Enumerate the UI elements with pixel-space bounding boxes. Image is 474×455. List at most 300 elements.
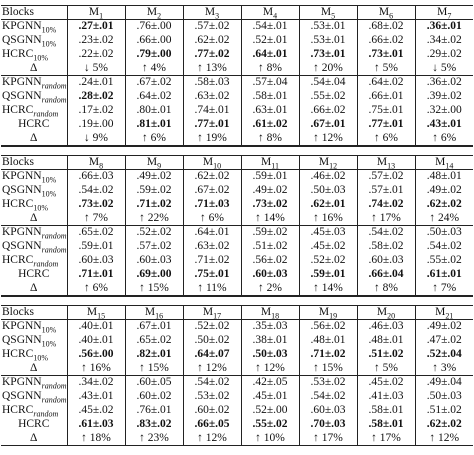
score-cell: .40±.01 [67,334,125,348]
model-header [299,156,357,170]
row-label [1,334,67,348]
score-cell: .46±.02 [299,170,357,184]
score-cell: .58±.02 [357,240,415,254]
model-index: 18 [271,311,280,320]
score-cell: .23±.02 [67,34,125,48]
score-cell: .58±.01 [357,418,415,432]
score-cell: .22±.02 [67,48,125,62]
table-row [1,418,473,432]
delta-cell: ↑ 2% [241,282,299,296]
model-header [67,156,125,170]
score-cell: .56±.00 [67,348,125,362]
score-cell: .53±.02 [299,376,357,390]
model-letter: M [202,306,214,318]
row-label-text: HCRC [2,104,34,116]
score-cell: .80±.01 [125,104,183,118]
score-cell: .77±.01 [183,118,241,132]
score-cell: .59±.01 [299,268,357,282]
delta-cell: ↑ 5% [357,362,415,376]
model-letter: M [261,156,272,168]
score-cell: .49±.04 [415,376,473,390]
score-cell: .75±.01 [183,268,241,282]
model-letter: M [88,156,100,168]
row-label-text: HCRC [2,404,34,416]
score-cell: .40±.01 [67,320,125,334]
model-letter: M [376,156,388,168]
model-header [241,156,299,170]
score-cell: .70±.03 [299,418,357,432]
delta-cell: ↑ 8% [241,132,299,146]
score-cell: .43±.01 [67,390,125,404]
delta-cell: ↑ 10% [241,432,299,446]
score-cell: .59±.01 [241,170,299,184]
row-label-text: Δ [30,61,38,74]
score-cell: .28±.02 [67,90,125,104]
delta-cell: ↑ 11% [183,282,241,296]
score-cell: .67±.02 [125,76,183,90]
delta-cell: ↑ 12% [183,362,241,376]
model-header [67,6,125,20]
delta-cell: ↑ 4% [125,62,183,76]
model-index: 11 [271,161,279,170]
score-cell: .43±.01 [415,118,473,132]
table-row [1,62,473,76]
model-index: 8 [99,161,104,170]
table-row [1,334,473,348]
score-cell: .59±.02 [241,226,299,240]
score-cell: .66±.04 [357,268,415,282]
row-label [1,76,67,90]
model-index: 19 [329,311,338,320]
row-label-subscript: random [41,395,67,404]
score-cell: .54±.02 [183,376,241,390]
model-header [125,156,183,170]
row-label-text: Δ [30,131,38,144]
score-cell: .58±.01 [357,404,415,418]
row-label [1,198,67,212]
score-cell: .64±.02 [125,90,183,104]
table-row [1,240,473,254]
score-cell: .35±.03 [241,320,299,334]
model-letter: M [260,306,272,318]
model-index: 6 [389,11,394,20]
score-cell: .54±.04 [299,76,357,90]
model-letter: M [318,156,330,168]
model-header [183,6,241,20]
score-cell: .53±.02 [183,390,241,404]
row-label-text: HCRC [2,348,34,360]
table-row [1,268,473,282]
score-cell: .50±.03 [241,348,299,362]
table-row [1,132,473,146]
row-label-text: QSGNN [2,240,42,252]
delta-cell: ↑ 23% [125,432,183,446]
delta-cell: ↑ 18% [67,432,125,446]
score-cell: .49±.02 [241,184,299,198]
score-cell: .59±.02 [125,184,183,198]
score-cell: .66±.05 [183,418,241,432]
score-cell: .66±.00 [125,34,183,48]
row-label [1,118,67,132]
score-cell: .56±.02 [299,320,357,334]
score-cell: .53±.01 [299,34,357,48]
score-cell: .61±.03 [67,418,125,432]
score-cell: .66±.01 [357,90,415,104]
model-letter: M [378,6,390,18]
score-cell: .45±.01 [241,390,299,404]
delta-cell: ↑ 12% [241,362,299,376]
score-cell: .60±.02 [183,404,241,418]
delta-cell: ↑ 7% [67,212,125,226]
score-cell: .54±.02 [357,226,415,240]
row-label [1,282,67,296]
model-index: 21 [445,311,454,320]
score-cell: .36±.01 [415,20,473,34]
table-row [1,212,473,226]
score-cell: .52±.02 [183,320,241,334]
row-label [1,20,67,34]
block-separator [1,146,473,155]
score-cell: .29±.02 [415,48,473,62]
score-cell: .61±.02 [241,118,299,132]
table-row [1,348,473,362]
row-label-subscript: 10% [41,339,57,348]
score-cell: .63±.01 [241,104,299,118]
score-cell: .67±.02 [183,184,241,198]
delta-cell: ↑ 6% [183,212,241,226]
score-cell: .66±.02 [299,104,357,118]
delta-cell: ↓ 5% [415,62,473,76]
model-header [241,6,299,20]
model-letter: M [204,6,216,18]
table-row [1,198,473,212]
score-cell: .49±.02 [415,320,473,334]
row-label [1,212,67,226]
model-index: 14 [445,161,454,170]
score-cell: .55±.02 [241,418,299,432]
score-cell: .69±.00 [125,268,183,282]
score-cell: .52±.02 [125,226,183,240]
model-letter: M [376,306,388,318]
row-label [1,240,67,254]
score-cell: .71±.02 [125,198,183,212]
score-cell: .73±.01 [299,48,357,62]
score-cell: .74±.01 [183,104,241,118]
row-label [1,170,67,184]
row-label [1,132,67,146]
row-label [1,432,67,446]
results-block-3 [1,305,473,446]
score-cell: .50±.03 [415,226,473,240]
row-label-text: QSGNN [2,34,42,46]
score-cell: .63±.02 [183,240,241,254]
score-cell: .76±.01 [125,404,183,418]
model-header [357,306,415,320]
score-cell: .55±.02 [299,90,357,104]
row-label [1,254,67,268]
model-header [299,6,357,20]
score-cell: .63±.02 [183,90,241,104]
score-cell: .51±.02 [357,348,415,362]
model-header [415,306,473,320]
score-cell: .52±.04 [415,348,473,362]
row-label-text: KPGNN [2,170,42,183]
row-label-subscript: 10% [41,175,57,184]
score-cell: .68±.02 [357,20,415,34]
model-letter: M [86,306,98,318]
model-header [415,6,473,20]
delta-cell: ↑ 17% [299,432,357,446]
model-index: 4 [273,11,278,20]
model-index: 9 [157,161,162,170]
score-cell: .64±.07 [183,348,241,362]
table-row [1,48,473,62]
model-index: 1 [99,11,104,20]
row-label [1,62,67,76]
model-letter: M [202,156,214,168]
row-label-text: HCRC [18,268,50,280]
row-label-text: QSGNN [2,334,42,346]
row-label [1,226,67,240]
delta-cell: ↑ 15% [125,282,183,296]
row-label-text: KPGNN [2,226,42,239]
delta-cell: ↑ 15% [299,362,357,376]
score-cell: .49±.02 [125,170,183,184]
model-letter: M [88,6,100,18]
score-cell: .75±.01 [357,104,415,118]
row-label-text: QSGNN [2,184,42,196]
delta-cell: ↑ 15% [125,362,183,376]
table-row [1,76,473,90]
score-cell: .17±.02 [67,104,125,118]
score-cell: .47±.02 [415,334,473,348]
row-label [1,34,67,48]
score-cell: .49±.02 [415,184,473,198]
score-cell: .52±.01 [241,34,299,48]
delta-cell: ↑ 19% [183,132,241,146]
model-index: 10 [213,161,222,170]
row-label [1,418,67,432]
delta-cell: ↑ 5% [357,62,415,76]
score-cell: .50±.02 [183,334,241,348]
block-separator [1,296,473,305]
model-letter: M [146,156,158,168]
blocks-header: Blocks [1,156,67,170]
score-cell: .67±.01 [125,320,183,334]
score-cell: .73±.02 [241,198,299,212]
score-cell: .58±.01 [241,90,299,104]
score-cell: .67±.01 [299,118,357,132]
delta-cell: ↑ 20% [299,62,357,76]
score-cell: .83±.02 [125,418,183,432]
delta-cell: ↑ 3% [415,362,473,376]
row-label [1,376,67,390]
row-label [1,362,67,376]
score-cell: .77±.02 [183,48,241,62]
table-row [1,90,473,104]
score-cell: .76±.00 [125,20,183,34]
delta-cell: ↑ 17% [357,212,415,226]
score-cell: .71±.03 [183,198,241,212]
score-cell: .79±.00 [125,48,183,62]
model-index: 12 [329,161,338,170]
row-label-subscript: random [41,231,67,240]
score-cell: .62±.02 [183,34,241,48]
score-cell: .48±.01 [299,334,357,348]
model-index: 2 [157,11,162,20]
score-cell: .58±.03 [183,76,241,90]
row-label-subscript: 10% [33,53,48,62]
score-cell: .51±.02 [241,240,299,254]
delta-cell: ↑ 12% [415,432,473,446]
score-cell: .57±.02 [125,240,183,254]
model-letter: M [435,156,446,168]
model-index: 15 [97,311,106,320]
score-cell: .53±.01 [299,20,357,34]
score-cell: .57±.02 [357,170,415,184]
model-letter: M [435,306,446,318]
score-cell: .64±.01 [183,226,241,240]
model-index: 7 [447,11,452,20]
model-letter: M [437,6,448,18]
row-label-text: KPGNN [2,320,42,333]
score-cell: .45±.02 [357,376,415,390]
model-header [241,306,299,320]
delta-cell: ↑ 13% [183,62,241,76]
model-header [357,156,415,170]
row-label-subscript: 10% [41,25,57,34]
delta-cell: ↑ 16% [67,362,125,376]
score-cell: .34±.02 [415,34,473,48]
score-cell: .50±.03 [299,184,357,198]
row-label [1,268,67,282]
row-label-text: Δ [30,361,38,374]
delta-cell: ↑ 22% [125,212,183,226]
score-cell: .62±.02 [415,198,473,212]
score-cell: .19±.00 [67,118,125,132]
row-label-subscript: random [41,95,67,104]
table-row [1,20,473,34]
score-cell: .52±.00 [241,404,299,418]
score-cell: .60±.03 [125,254,183,268]
score-cell: .57±.04 [241,76,299,90]
row-label [1,348,67,362]
score-cell: .32±.00 [415,104,473,118]
row-label-text: HCRC [2,198,34,210]
delta-cell: ↑ 8% [241,62,299,76]
score-cell: .59±.01 [67,240,125,254]
row-label [1,404,67,418]
delta-cell: ↓ 9% [67,132,125,146]
row-label-text: QSGNN [2,390,42,402]
header-row [1,156,473,170]
delta-cell: ↑ 17% [357,432,415,446]
table-row [1,170,473,184]
row-label [1,90,67,104]
row-label-subscript: random [33,109,59,118]
score-cell: .65±.02 [67,226,125,240]
row-label-subscript: random [41,381,67,390]
row-label-text: Δ [30,211,38,224]
table-row [1,320,473,334]
model-letter: M [320,6,332,18]
model-header [415,156,473,170]
score-cell: .62±.02 [183,170,241,184]
results-block-2 [1,155,473,296]
score-cell: .54±.02 [67,184,125,198]
table-row [1,226,473,240]
row-label-subscript: random [33,409,59,418]
row-label-text: Δ [30,431,38,444]
score-cell: .54±.02 [299,390,357,404]
row-label-text: HCRC [18,118,50,130]
score-cell: .42±.05 [241,376,299,390]
table-row [1,104,473,118]
delta-cell: ↑ 16% [299,212,357,226]
delta-cell: ↑ 6% [357,132,415,146]
score-cell: .48±.01 [415,170,473,184]
row-label-subscript: random [33,259,59,268]
score-cell: .82±.01 [125,348,183,362]
score-cell: .52±.02 [299,254,357,268]
table-row [1,376,473,390]
score-cell: .60±.03 [67,254,125,268]
row-label-text: KPGNN [2,20,42,33]
delta-cell: ↑ 6% [67,282,125,296]
score-cell: .65±.02 [125,334,183,348]
row-label-subscript: 10% [41,189,57,198]
delta-cell: ↑ 6% [125,132,183,146]
model-letter: M [146,6,158,18]
row-label-text: QSGNN [2,90,42,102]
model-index: 17 [213,311,222,320]
row-label [1,390,67,404]
score-cell: .60±.03 [241,268,299,282]
delta-cell: ↓ 5% [67,62,125,76]
model-header [125,306,183,320]
model-header [357,6,415,20]
row-label-text: KPGNN [2,376,42,389]
score-cell: .38±.01 [241,334,299,348]
score-cell: .34±.02 [67,376,125,390]
table-row [1,362,473,376]
table-row [1,404,473,418]
score-cell: .27±.01 [67,20,125,34]
model-letter: M [144,306,156,318]
table-row [1,254,473,268]
score-cell: .46±.03 [357,320,415,334]
model-index: 5 [331,11,336,20]
score-cell: .64±.02 [357,76,415,90]
delta-cell: ↑ 6% [415,132,473,146]
table-row [1,432,473,446]
score-cell: .54±.02 [415,240,473,254]
row-label-subscript: random [41,81,67,90]
model-letter: M [318,306,330,318]
delta-cell: ↑ 24% [415,212,473,226]
score-cell: .71±.02 [183,254,241,268]
score-cell: .48±.01 [357,334,415,348]
score-cell: .45±.02 [67,404,125,418]
row-label-subscript: random [41,245,67,254]
model-index: 13 [387,161,396,170]
row-label-subscript: 10% [33,353,48,362]
row-label-text: HCRC [2,254,34,266]
score-cell: .81±.01 [125,118,183,132]
delta-cell: ↑ 14% [241,212,299,226]
delta-cell: ↑ 14% [299,282,357,296]
score-cell: .51±.02 [415,404,473,418]
